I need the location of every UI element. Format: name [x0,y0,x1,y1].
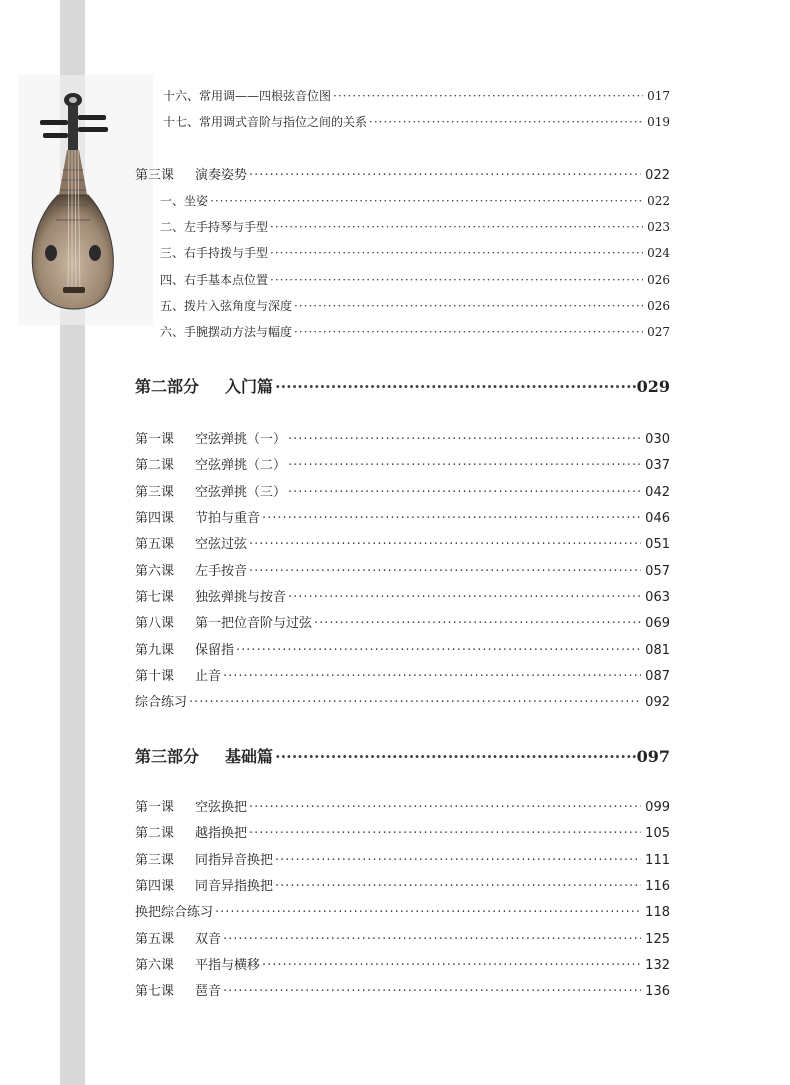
toc-entry[interactable] [135,454,670,473]
toc-entry-name: 基础篇 [225,747,274,766]
toc-entry-title [135,164,247,183]
toc-entry-name: 演奏姿势 [195,168,248,183]
toc-entry-number: 第八课 [135,616,175,631]
toc-entry-number: 第四课 [135,511,175,526]
toc-entry-page: 081 [645,643,670,658]
toc-entry-number: 第一课 [135,432,175,447]
toc-entry-name: 保留指 [195,643,235,658]
toc-entry-title [135,481,286,500]
toc-entry-page: 063 [645,590,670,605]
toc-entry-page: 019 [647,115,670,129]
toc-entry-title [135,875,273,894]
dot-leader [210,194,643,208]
dot-leader [333,89,643,103]
toc-entry[interactable] [135,639,670,658]
toc-entry-number: 第四课 [135,879,175,894]
dot-leader [215,905,641,920]
toc-entry-page: 105 [645,826,670,841]
toc-entry-title [135,954,260,973]
dot-leader [249,800,641,815]
toc-entry-page: 125 [645,932,670,947]
toc-entry-page: 097 [636,747,670,766]
toc-entry-page: 042 [645,485,670,500]
dot-leader [275,879,641,894]
toc-entry-number: 第三课 [135,485,175,500]
dot-leader [369,115,643,129]
toc-entry[interactable] [160,192,670,209]
toc-entry-number: 第六课 [135,958,175,973]
toc-entry[interactable] [160,297,670,314]
toc-entry-number: 第五课 [135,932,175,947]
toc-entry-title [135,428,286,447]
toc-entry-title: 十七、常用调式音阶与指位之间的关系 [163,115,368,129]
toc-entry-page: 029 [636,377,670,396]
toc-entry[interactable] [135,481,670,500]
toc-entry-number: 第七课 [135,984,175,999]
toc-entry-title [135,822,247,841]
toc-entry-name: 同指异音换把 [195,853,274,868]
toc-entry-title [135,560,247,579]
toc-entry-title [135,744,273,767]
toc-entry[interactable] [163,113,670,130]
toc-entry-page: 092 [645,695,670,710]
toc-entry-title: 五、拨片入弦角度与深度 [160,299,293,313]
toc-entry-title [135,454,286,473]
toc-entry[interactable] [135,612,670,631]
toc-entry-number: 第一课 [135,800,175,815]
toc-entry[interactable] [160,271,670,288]
toc-entry[interactable] [135,533,670,552]
dot-leader [294,299,643,313]
toc-entry[interactable] [135,164,670,183]
toc-entry-page: 111 [645,853,670,868]
toc-entry-page: 118 [645,905,670,920]
toc-entry-page: 023 [647,220,670,234]
toc-entry-number: 第九课 [135,643,175,658]
toc-entry-title [135,639,234,658]
toc-entry-page: 087 [645,669,670,684]
dot-leader [270,273,643,287]
toc-entry[interactable] [135,507,670,526]
toc-entry[interactable] [135,665,670,684]
toc-entry-title [135,796,247,815]
toc-entry-title [135,980,221,999]
toc-entry-page: 057 [645,564,670,579]
toc-entry-name: 同音异指换把 [195,879,274,894]
toc-entry-title [135,507,260,526]
toc-entry-number: 第五课 [135,537,175,552]
dot-leader [189,695,641,710]
toc-entry-number: 第三课 [135,853,175,868]
toc-entry-number: 第三部分 [135,747,200,766]
toc-entry[interactable] [160,218,670,235]
toc-entry-name: 空弦弹挑（二） [195,458,287,473]
toc-entry[interactable] [135,428,670,447]
toc-entry-title [135,612,312,631]
dot-leader [275,747,637,766]
toc-entry-name: 越指换把 [195,826,248,841]
toc-entry-name: 空弦过弦 [195,537,248,552]
toc-entry-title: 一、坐姿 [160,194,209,208]
toc-entry-number: 第二部分 [135,377,200,396]
dot-leader [249,826,641,841]
toc-entry[interactable] [160,323,670,340]
dot-leader [270,246,643,260]
toc-entry-number: 第十课 [135,669,175,684]
dot-leader [288,458,641,473]
toc-entry-number: 综合练习 [135,695,188,710]
toc-entry-name: 空弦弹挑（三） [195,485,287,500]
toc-entry-title: 十六、常用调——四根弦音位图 [163,89,332,103]
toc-entry-title: 二、左手持琴与手型 [160,220,269,234]
toc-entry-page: 116 [645,879,670,894]
toc-entry[interactable] [135,822,670,841]
dot-leader [236,643,641,658]
toc-entry-title: 六、手腕摆动方法与幅度 [160,325,293,339]
toc-entry-number: 第三课 [135,168,175,183]
toc-entry-page: 022 [645,168,670,183]
toc-entry-title: 三、右手持拨与手型 [160,246,269,260]
dot-leader [314,616,641,631]
toc-entry-title [135,901,213,920]
toc-entry-page: 046 [645,511,670,526]
toc-entry[interactable] [135,560,670,579]
toc-entry-title [135,849,273,868]
toc-entry[interactable] [135,901,670,920]
dot-leader [262,958,641,973]
toc-entry-page: 024 [647,246,670,260]
toc-entry-page: 017 [647,89,670,103]
dot-leader [249,564,641,579]
toc-entry[interactable] [135,954,670,973]
toc-entry-name: 左手按音 [195,564,248,579]
toc-entry[interactable] [160,244,670,261]
toc-entry-page: 051 [645,537,670,552]
dot-leader [288,432,641,447]
toc-entry-page: 069 [645,616,670,631]
dot-leader [249,537,641,552]
toc-entry-title [135,533,247,552]
toc-entry-number: 第七课 [135,590,175,605]
dot-leader [223,669,641,684]
toc-entry-page: 136 [645,984,670,999]
dot-leader [223,984,641,999]
toc-entry-name: 平指与横移 [195,958,261,973]
dot-leader [294,325,643,339]
toc-entry-title: 四、右手基本点位置 [160,273,269,287]
toc-entry-page: 022 [647,194,670,208]
dot-leader [275,377,637,396]
toc-entry-name: 节拍与重音 [195,511,261,526]
toc-entry-name: 空弦弹挑（一） [195,432,287,447]
toc-entry-number: 换把综合练习 [135,905,214,920]
toc-entry[interactable] [135,849,670,868]
dot-leader [249,168,641,183]
toc-entry-page: 027 [647,325,670,339]
dot-leader [270,220,643,234]
toc-entry[interactable] [135,875,670,894]
toc-entry[interactable] [135,691,670,710]
pipa-illustration [18,75,153,325]
dot-leader [275,853,641,868]
toc-entry[interactable] [135,796,670,815]
toc-entry-number: 第二课 [135,826,175,841]
toc-entry-name: 空弦换把 [195,800,248,815]
toc-entry-title [135,665,221,684]
dot-leader [223,932,641,947]
toc-entry-name: 琶音 [195,984,222,999]
toc-entry-page: 037 [645,458,670,473]
toc-entry-title [135,374,273,397]
toc-entry-page: 099 [645,800,670,815]
dot-leader [288,590,641,605]
toc-entry[interactable] [163,87,670,104]
toc-entry-number: 第六课 [135,564,175,579]
dot-leader [262,511,641,526]
toc-entry-page: 026 [647,273,670,287]
dot-leader [288,485,641,500]
toc-entry-title [135,928,221,947]
toc-entry-name: 入门篇 [225,377,274,396]
toc-entry-number: 第二课 [135,458,175,473]
toc-entry[interactable] [135,744,670,767]
toc-entry-page: 030 [645,432,670,447]
toc-entry[interactable] [135,374,670,397]
toc-entry-name: 第一把位音阶与过弦 [195,616,313,631]
toc-entry-name: 双音 [195,932,222,947]
toc-entry-name: 止音 [195,669,222,684]
toc-entry[interactable] [135,586,670,605]
toc-entry-title [135,691,187,710]
toc-entry-page: 026 [647,299,670,313]
toc-entry-page: 132 [645,958,670,973]
toc-entry-title [135,586,286,605]
toc-entry-name: 独弦弹挑与按音 [195,590,287,605]
toc-entry[interactable] [135,928,670,947]
toc-entry[interactable] [135,980,670,999]
